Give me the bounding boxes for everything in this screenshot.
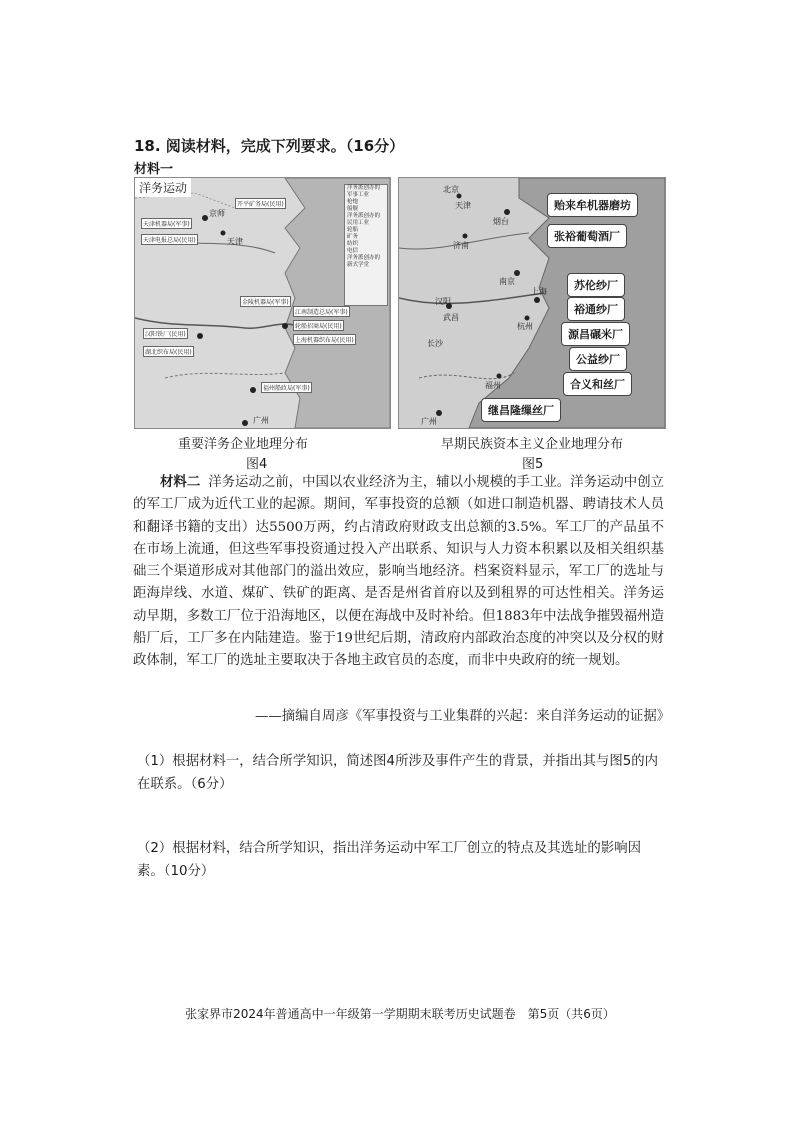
map-yangwu-enterprises xyxy=(134,177,391,429)
enterprise-label: 继昌隆缫丝厂 xyxy=(481,398,561,422)
legend-item: 电信 xyxy=(347,248,359,254)
enterprise-box: 天津机器局(军事) xyxy=(141,218,192,229)
city-label: 汉阳 xyxy=(435,297,451,306)
enterprise-box: 江南制造总局(军事) xyxy=(293,306,350,317)
city-label: 广州 xyxy=(253,416,269,425)
material2-source: ——摘编自周彦《军事投资与工业集群的兴起：来自洋务运动的证据》 xyxy=(255,709,671,724)
material2-text: 洋务运动之前，中国以农业经济为主，辅以小规模的手工业。洋务运动中创立的军工厂成为近代工业的起源。期间，军事投资的总额（如进口制造机器、聘请技术人员和翻译书籍的支出）达5500万两，约占清政府财政支出总额的3.5%。军工厂的产品虽不在市场上流通，但这些军事投资通过投入产出联系、知识与人力资本积累以及相关组织基础三个渠道形成对其他部门的溢出效应，影响当地经济。档案资料显示，军工厂的选址与距海岸线、水道、煤矿、铁矿的距离、是否是州省首府以及到租界的可达性相关。洋务运动早期，多数工厂位于沿海地区，以便在海战中及时补给。但1883年中法战争摧毁福州造船厂后，工厂多在内陆建造。鉴于19世纪后期，清政府内部政治态度的冲突以及分权的财政体制，军工厂的选址主要取决于各地主政官员的态度，而非中央政府的统一规划。 xyxy=(133,475,665,669)
enterprise-label: 源昌碾米厂 xyxy=(561,322,630,346)
enterprise-label: 苏伦纱厂 xyxy=(567,273,625,297)
city-label: 烟台 xyxy=(493,217,509,226)
enterprise-label: 裕通纱厂 xyxy=(567,297,625,321)
sub-question-1: （1）根据材料一，结合所学知识，简述图4所涉及事件产生的背景，并指出其与图5的内在联系。（6分） xyxy=(137,754,659,792)
city-label: 济南 xyxy=(453,241,469,250)
enterprise-box: 轮船招商局(民用) xyxy=(293,320,344,331)
enterprise-label: 合义和丝厂 xyxy=(563,372,632,396)
city-label: 杭州 xyxy=(517,322,533,331)
legend-item: 洋务派创办的新式学堂 xyxy=(347,255,381,268)
map-national-capital-enterprises xyxy=(398,177,666,429)
material2-label: 材料二 xyxy=(160,475,201,490)
sub-question-2: （2）根据材料，结合所学知识，指出洋务运动中军工厂创立的特点及其选址的影响因素。（10分） xyxy=(137,841,641,879)
enterprise-label: 张裕葡萄酒厂 xyxy=(547,224,627,248)
question-title: 18. 阅读材料，完成下列要求。（16分） xyxy=(134,137,405,155)
city-label: 天津 xyxy=(455,201,471,210)
enterprise-box: 天津电报总局(民用) xyxy=(141,234,198,245)
enterprise-box: 上海机器织布局(民用) xyxy=(293,334,356,345)
legend-item: 洋务派创办的军事工业 xyxy=(347,185,381,198)
enterprise-label: 贻来牟机器磨坊 xyxy=(547,193,638,217)
legend-item: 洋务派创办的民用工业 xyxy=(347,213,381,226)
page-footer: 张家界市2024年普通高中一年级第一学期期末联考历史试题卷 第5页（共6页） xyxy=(185,1007,615,1021)
enterprise-box: 汉阳铁厂(民用) xyxy=(143,328,188,339)
enterprise-box: 福州船政局(军事) xyxy=(261,382,312,393)
city-label: 天津 xyxy=(227,237,243,246)
map4-caption: 重要洋务企业地理分布 xyxy=(178,437,309,452)
city-label: 广州 xyxy=(421,417,437,426)
city-label: 上海 xyxy=(531,287,547,296)
material2-paragraph xyxy=(133,472,664,673)
map4-legend xyxy=(344,184,388,306)
enterprise-box: 开平矿务局(民用) xyxy=(235,198,286,209)
map4-tag: 洋务运动 xyxy=(135,178,191,197)
legend-item: 轮船 xyxy=(347,227,359,233)
enterprise-label: 公益纱厂 xyxy=(569,347,627,371)
map5-figure-label: 图5 xyxy=(522,457,544,472)
city-label: 武昌 xyxy=(443,313,459,322)
legend-item: 船舰 xyxy=(347,206,359,212)
city-label: 福州 xyxy=(485,381,501,390)
legend-item: 枪炮 xyxy=(347,199,359,205)
legend-item: 纺织 xyxy=(347,241,359,247)
city-label: 北京 xyxy=(443,185,459,194)
city-label: 京师 xyxy=(209,209,225,218)
map5-caption: 早期民族资本主义企业地理分布 xyxy=(441,437,624,452)
map4-figure-label: 图4 xyxy=(246,457,268,472)
city-label: 南京 xyxy=(499,277,515,286)
city-label: 长沙 xyxy=(427,339,443,348)
enterprise-box: 湖北织布局(民用) xyxy=(143,346,194,357)
enterprise-box: 金陵机器局(军事) xyxy=(240,296,291,307)
legend-item: 矿务 xyxy=(347,234,359,240)
material1-label: 材料一 xyxy=(134,162,174,177)
